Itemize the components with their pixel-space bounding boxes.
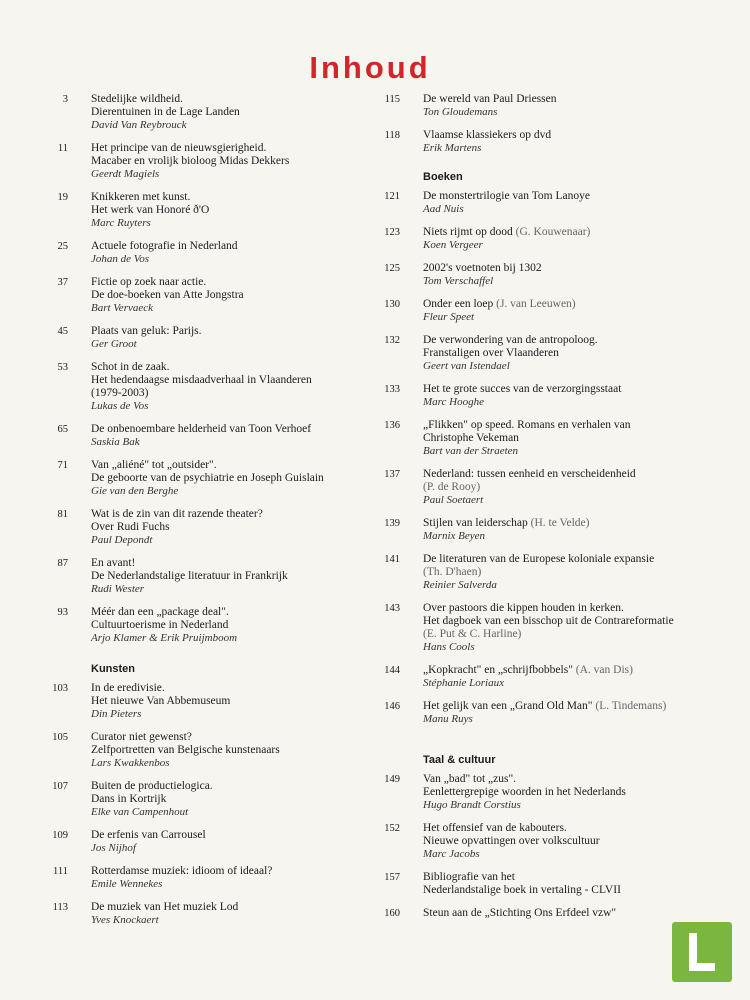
entry-author: Din Pieters — [91, 708, 142, 720]
entry-text — [91, 142, 370, 181]
toc-entry — [40, 865, 370, 891]
entry-title-line — [423, 700, 702, 713]
toc-entry — [40, 606, 370, 645]
entry-title-line — [91, 901, 370, 914]
page-number: 132 — [384, 335, 400, 346]
entry-title-text: Het hedendaagse misdaadverhaal in Vlaanderen — [91, 374, 312, 386]
page-number: 111 — [53, 866, 68, 877]
entry-title-text: Over pastoors die kippen houden in kerken. — [423, 602, 624, 614]
entry-title-text: Dans in Kortrijk — [91, 793, 167, 805]
entry-text — [91, 276, 370, 315]
toc-entry — [372, 773, 702, 812]
entry-title-line — [91, 106, 370, 119]
page-number: 149 — [384, 774, 400, 785]
entry-text — [91, 865, 370, 891]
entry-title-text: De monstertrilogie van Tom Lanoye — [423, 190, 590, 202]
toc-entry — [40, 459, 370, 498]
entry-title-line — [423, 786, 702, 799]
entry-title-line — [91, 276, 370, 289]
entry-title-text: Knikkeren met kunst. — [91, 191, 191, 203]
page-number: 125 — [384, 263, 400, 274]
entry-text — [91, 191, 370, 230]
toc-entry — [372, 93, 702, 119]
entry-text — [91, 901, 370, 927]
page-number: 118 — [384, 130, 400, 141]
entry-author: Paul Soetaert — [423, 494, 484, 506]
entry-title-text: Fictie op zoek naar actie. — [91, 276, 207, 288]
page-number: 133 — [384, 384, 400, 395]
page-number: 87 — [57, 558, 68, 569]
entry-text — [91, 557, 370, 596]
entry-title-line — [423, 93, 702, 106]
entry-title-line — [423, 468, 702, 481]
toc-entry — [372, 664, 702, 690]
entry-title-line — [423, 432, 702, 445]
entry-title-text: De geboorte van de psychiatrie en Joseph Guislain — [91, 472, 324, 484]
page-number: 115 — [384, 94, 400, 105]
entry-text — [423, 93, 702, 119]
entry-text — [423, 871, 702, 897]
entry-title-line — [91, 472, 370, 485]
reviewed-author: (G. Kouwenaar) — [512, 226, 591, 238]
page-number: 25 — [57, 241, 68, 252]
entry-title-text: Het nieuwe Van Abbemuseum — [91, 695, 231, 707]
entry-title-text: Actuele fotografie in Nederland — [91, 240, 238, 252]
entry-author: Johan de Vos — [91, 253, 150, 265]
entry-author: Tom Verschaffel — [423, 275, 494, 287]
page-number: 152 — [384, 823, 400, 834]
toc-entry — [40, 508, 370, 547]
entry-text — [423, 190, 702, 216]
entry-author: Paul Depondt — [91, 534, 153, 546]
entry-title-line — [423, 822, 702, 835]
entry-author: Marc Ruyters — [91, 217, 151, 229]
entry-author: Marc Jacobs — [423, 848, 480, 860]
page-number: 144 — [384, 665, 400, 676]
section-heading-taal: Taal & cultuur — [423, 754, 496, 766]
entry-text — [423, 468, 702, 507]
entry-title-text: Stedelijke wildheid. — [91, 93, 183, 105]
entry-text — [423, 907, 702, 920]
toc-entry — [372, 129, 702, 155]
toc-entry — [40, 423, 370, 449]
entry-title-line — [91, 865, 370, 878]
page-number: 81 — [57, 509, 68, 520]
entry-title-text: Buiten de productielogica. — [91, 780, 213, 792]
page-number: 136 — [384, 420, 400, 431]
entry-author: Geert van Istendael — [423, 360, 510, 372]
entry-title-text: Stijlen van leiderschap — [423, 517, 528, 529]
entry-text — [423, 334, 702, 373]
entry-title-text: Vlaamse klassiekers op dvd — [423, 129, 552, 141]
entry-author: Aad Nuis — [423, 203, 464, 215]
page-number: 107 — [52, 781, 68, 792]
reviewed-author: (L. Tindemans) — [592, 700, 667, 712]
entry-title-text: Curator niet gewenst? — [91, 731, 192, 743]
entry-text — [423, 262, 702, 288]
entry-text — [423, 602, 702, 654]
entry-title-text: De Nederlandstalige literatuur in Frankrijk — [91, 570, 288, 582]
entry-title-text: Steun aan de „Stichting Ons Erfdeel vzw" — [423, 907, 617, 919]
entry-author: Stéphanie Loriaux — [423, 677, 504, 689]
entry-author: Saskia Bak — [91, 436, 140, 448]
entry-title-line — [91, 191, 370, 204]
toc-entry — [372, 468, 702, 507]
section-heading-boeken: Boeken — [423, 171, 463, 183]
entry-author: David Van Reybrouck — [91, 119, 187, 131]
toc-left-column — [40, 93, 370, 937]
entry-title-line — [91, 423, 370, 436]
entry-title-line — [91, 780, 370, 793]
page-number: 45 — [57, 326, 68, 337]
page-number: 19 — [57, 192, 68, 203]
entry-title-text: Het werk van Honoré ð'O — [91, 204, 210, 216]
page-number: 123 — [384, 227, 400, 238]
entry-title-line — [91, 619, 370, 632]
entry-title-line — [91, 508, 370, 521]
entry-text — [91, 508, 370, 547]
page-number: 157 — [384, 872, 400, 883]
entry-title-line — [423, 907, 702, 920]
page-number: 137 — [384, 469, 400, 480]
entry-title-text: Rotterdamse muziek: idioom of ideaal? — [91, 865, 273, 877]
page-number: 37 — [57, 277, 68, 288]
entry-author: Erik Martens — [423, 142, 482, 154]
entry-text — [423, 129, 702, 155]
entry-title-text: Cultuurtoerisme in Nederland — [91, 619, 229, 631]
entry-text — [91, 780, 370, 819]
entry-text — [423, 700, 702, 726]
entry-title-line — [423, 553, 702, 566]
entry-title-line — [423, 517, 702, 530]
toc-entry — [40, 325, 370, 351]
entry-author: Geerdt Magiels — [91, 168, 160, 180]
entry-text — [423, 822, 702, 861]
toc-entry — [40, 240, 370, 266]
reviewed-author: (J. van Leeuwen) — [493, 298, 576, 310]
reviewed-author: (P. de Rooy) — [423, 481, 481, 493]
entry-text — [91, 606, 370, 645]
entry-title-line — [91, 289, 370, 302]
page-number: 143 — [384, 603, 400, 614]
entry-text — [423, 553, 702, 592]
entry-title-text: De onbenoembare helderheid van Toon Verhoef — [91, 423, 312, 435]
entry-text — [423, 298, 702, 324]
toc-entry — [40, 276, 370, 315]
entry-title-line — [91, 155, 370, 168]
entry-text — [91, 93, 370, 132]
entry-title-line — [91, 240, 370, 253]
entry-title-line — [91, 731, 370, 744]
toc-entry — [372, 298, 702, 324]
entry-text — [423, 419, 702, 458]
entry-author: Ger Groot — [91, 338, 137, 350]
reviewed-author: (H. te Velde) — [527, 517, 590, 529]
entry-title-line — [91, 325, 370, 338]
entry-title-text: In de eredivisie. — [91, 682, 165, 694]
entry-title-text: Plaats van geluk: Parijs. — [91, 325, 202, 337]
entry-author: Gie van den Berghe — [91, 485, 179, 497]
entry-title-text: „Flikken" op speed. Romans en verhalen van — [423, 419, 631, 431]
entry-author: Arjo Klamer & Erik Pruijmboom — [91, 632, 238, 644]
entry-text — [91, 459, 370, 498]
entry-title-text: Het dagboek van een bisschop uit de Contrareformatie — [423, 615, 674, 627]
logo-l-shape-icon — [689, 933, 715, 971]
publisher-logo — [672, 922, 732, 982]
toc-entry — [372, 190, 702, 216]
entry-title-line — [423, 298, 702, 311]
entry-text — [91, 361, 370, 413]
entry-text — [91, 829, 370, 855]
entry-title-text: Franstaligen over Vlaanderen — [423, 347, 559, 359]
entry-text — [91, 682, 370, 721]
entry-author: Lars Kwakkenbos — [91, 757, 170, 769]
entry-text — [423, 226, 702, 252]
entry-title-text: Niets rijmt op dood — [423, 226, 513, 238]
entry-author: Koen Vergeer — [423, 239, 483, 251]
entry-title-text: De literaturen van de Europese koloniale expansie — [423, 553, 655, 565]
toc-entry — [40, 93, 370, 132]
toc-entry — [372, 553, 702, 592]
page-number: 53 — [57, 362, 68, 373]
entry-author: Manu Ruys — [423, 713, 473, 725]
toc-entry — [372, 517, 702, 543]
entry-title-text: Van „bad" tot „zus". — [423, 773, 517, 785]
entry-title-text: (1979-2003) — [91, 387, 149, 399]
entry-title-text: Eenlettergrepige woorden in het Nederlands — [423, 786, 626, 798]
entry-title-line — [91, 744, 370, 757]
entry-title-text: Méér dan een „package deal". — [91, 606, 229, 618]
entry-text — [423, 517, 702, 543]
entry-title-text: Het gelijk van een „Grand Old Man" — [423, 700, 593, 712]
entry-title-line — [91, 142, 370, 155]
entry-text — [423, 773, 702, 812]
entry-author: Reinier Salverda — [423, 579, 497, 591]
page-number: 3 — [62, 94, 68, 105]
toc-entry — [40, 901, 370, 927]
entry-author: Bart van der Straeten — [423, 445, 519, 457]
page-number: 103 — [52, 683, 68, 694]
entry-author: Marnix Beyen — [423, 530, 485, 542]
entry-title-line — [423, 884, 702, 897]
entry-author: Ton Gloudemans — [423, 106, 498, 118]
entry-author: Rudi Wester — [91, 583, 145, 595]
toc-entry — [372, 700, 702, 726]
entry-title-text: Het offensief van de kabouters. — [423, 822, 567, 834]
entry-title-line — [91, 557, 370, 570]
entry-title-line — [423, 664, 702, 677]
page-number: 130 — [384, 299, 400, 310]
entry-author: Hans Cools — [423, 641, 475, 653]
entry-author: Jos Nijhof — [91, 842, 136, 854]
entry-title-text: Christophe Vekeman — [423, 432, 519, 444]
entry-title-line — [423, 226, 702, 239]
page-number: 113 — [52, 902, 68, 913]
entry-text — [91, 423, 370, 449]
entry-title-line — [91, 829, 370, 842]
entry-title-line — [91, 570, 370, 583]
reviewed-author: (A. van Dis) — [572, 664, 633, 676]
entry-text — [91, 325, 370, 351]
entry-title-text: Zelfportretten van Belgische kunstenaars — [91, 744, 280, 756]
toc-entry — [40, 682, 370, 721]
entry-author: Elke van Campenhout — [91, 806, 189, 818]
entry-title-line — [423, 615, 702, 628]
section-heading-kunsten: Kunsten — [91, 663, 135, 675]
entry-title-line — [423, 773, 702, 786]
entry-text — [91, 731, 370, 770]
page-number: 146 — [384, 701, 400, 712]
entry-title-line — [91, 361, 370, 374]
entry-title-text: Macaber en vrolijk bioloog Midas Dekkers — [91, 155, 290, 167]
toc-entry — [372, 822, 702, 861]
entry-title-text: Onder een loep — [423, 298, 494, 310]
page-number: 121 — [384, 191, 400, 202]
toc-entry — [372, 871, 702, 897]
toc-entry — [40, 361, 370, 413]
entry-title-text: Schot in de zaak. — [91, 361, 170, 373]
entry-author: Yves Knockaert — [91, 914, 159, 926]
entry-title-line — [423, 383, 702, 396]
toc-right-column — [372, 93, 702, 930]
toc-entry — [372, 907, 702, 920]
toc-entry — [372, 262, 702, 288]
entry-title-text: De erfenis van Carrousel — [91, 829, 206, 841]
entry-title-text: Over Rudi Fuchs — [91, 521, 170, 533]
toc-entry — [372, 334, 702, 373]
entry-title-text: 2002's voetnoten bij 1302 — [423, 262, 542, 274]
entry-title-line — [91, 387, 370, 400]
entry-title-line — [423, 190, 702, 203]
page-number: 141 — [384, 554, 400, 565]
toc-entry — [372, 383, 702, 409]
entry-author: Fleur Speet — [423, 311, 475, 323]
entry-title-line — [423, 347, 702, 360]
entry-title-line — [91, 682, 370, 695]
entry-text — [423, 664, 702, 690]
entry-title-text: De wereld van Paul Driessen — [423, 93, 557, 105]
entry-text — [423, 383, 702, 409]
entry-text — [91, 240, 370, 266]
entry-title-line — [423, 602, 702, 615]
reviewed-author: (Th. D'haen) — [423, 566, 482, 578]
entry-author: Marc Hooghe — [423, 396, 484, 408]
entry-title-line — [423, 262, 702, 275]
reviewed-author: (E. Put & C. Harline) — [423, 628, 522, 640]
entry-title-line — [91, 204, 370, 217]
page-number: 71 — [57, 460, 68, 471]
entry-title-line — [91, 374, 370, 387]
entry-title-text: Nederland: tussen eenheid en verscheidenheid — [423, 468, 636, 480]
entry-title-text: De doe-boeken van Atte Jongstra — [91, 289, 244, 301]
page-number: 109 — [52, 830, 68, 841]
entry-title-text: „Kopkracht" en „schrijfbobbels" — [423, 664, 573, 676]
entry-title-line — [423, 835, 702, 848]
entry-title-text: En avant! — [91, 557, 136, 569]
toc-entry — [372, 226, 702, 252]
entry-title-text: Van „aliéné" tot „outsider". — [91, 459, 217, 471]
entry-title-text: Nederlandstalige boek in vertaling - CLVII — [423, 884, 621, 896]
entry-title-text: Nieuwe opvattingen over volkscultuur — [423, 835, 600, 847]
page-number: 11 — [57, 143, 68, 154]
toc-entry — [40, 191, 370, 230]
entry-title-line — [91, 93, 370, 106]
page-number: 160 — [384, 908, 400, 919]
toc-entry — [40, 557, 370, 596]
entry-title-line — [91, 606, 370, 619]
entry-title-line — [423, 419, 702, 432]
page-number: 93 — [57, 607, 68, 618]
entry-author: Lukas de Vos — [91, 400, 149, 412]
entry-author: Emile Wennekes — [91, 878, 163, 890]
toc-entry — [40, 142, 370, 181]
toc-entry — [372, 419, 702, 458]
entry-title-text: Bibliografie van het — [423, 871, 515, 883]
toc-entry — [40, 829, 370, 855]
entry-title-line — [423, 334, 702, 347]
entry-title-line — [91, 459, 370, 472]
entry-title-line — [91, 521, 370, 534]
entry-title-line — [91, 695, 370, 708]
entry-author: Hugo Brandt Corstius — [423, 799, 521, 811]
page-number: 105 — [52, 732, 68, 743]
entry-title-line — [91, 793, 370, 806]
page-number: 65 — [57, 424, 68, 435]
entry-title-text: Het principe van de nieuwsgierigheid. — [91, 142, 267, 154]
page-number: 139 — [384, 518, 400, 529]
entry-title-text: De verwondering van de antropoloog. — [423, 334, 598, 346]
entry-title-line — [423, 129, 702, 142]
entry-author: Bart Vervaeck — [91, 302, 153, 314]
toc-entry — [40, 731, 370, 770]
entry-title-text: Het te grote succes van de verzorgingsstaat — [423, 383, 622, 395]
entry-title-text: Wat is de zin van dit razende theater? — [91, 508, 263, 520]
entry-title-line — [423, 871, 702, 884]
entry-title-text: Dierentuinen in de Lage Landen — [91, 106, 240, 118]
page-title: Inhoud — [309, 50, 431, 85]
toc-entry — [372, 602, 702, 654]
toc-entry — [40, 780, 370, 819]
entry-title-text: De muziek van Het muziek Lod — [91, 901, 239, 913]
